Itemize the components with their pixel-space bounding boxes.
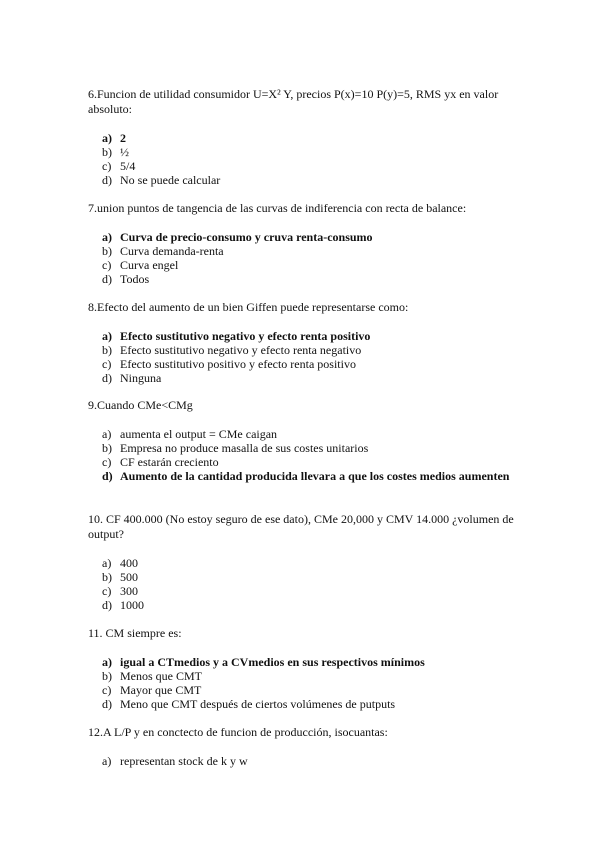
- option-d: d) Aumento de la cantidad producida llevara a que los costes medios aumenten: [102, 469, 510, 483]
- option-b: b) Efecto sustitutivo negativo y efecto renta negativo: [102, 343, 362, 357]
- question-text: 9.Cuando CMe<CMg: [88, 398, 193, 412]
- option-list: [88, 131, 528, 187]
- option-b: b) 500: [102, 570, 138, 584]
- question-text: 10. CF 400.000 (No estoy seguro de ese dato), CMe 20,000 y CMV 14.000 ¿volumen de output?: [88, 512, 514, 541]
- question-text: 8.Efecto del aumento de un bien Giffen puede representarse como:: [88, 300, 409, 314]
- option-a: a) 400: [102, 556, 138, 570]
- option-c: c) Efecto sustitutivo positivo y efecto renta positivo: [102, 357, 356, 371]
- option-a: a) 2: [102, 131, 126, 145]
- option-b: b) ½: [102, 145, 129, 159]
- option-list: [88, 556, 528, 612]
- option-list: [88, 427, 528, 483]
- question-12: [88, 725, 528, 768]
- question-11: [88, 626, 528, 711]
- option-b: b) Empresa no produce masalla de sus costes unitarios: [102, 441, 369, 455]
- option-d: d) Ninguna: [102, 371, 162, 385]
- option-a: a) Curva de precio-consumo y cruva renta-consumo: [102, 230, 373, 244]
- option-list: [88, 655, 528, 711]
- option-a: a) Efecto sustitutivo negativo y efecto renta positivo: [102, 329, 371, 343]
- option-a: a) aumenta el output = CMe caigan: [102, 427, 278, 441]
- option-c: c) 300: [102, 584, 138, 598]
- question-text: 6.Funcion de utilidad consumidor U=X² Y, precios P(x)=10 P(y)=5, RMS yx en valor absoluto:: [88, 87, 499, 116]
- option-list: [88, 754, 528, 768]
- question-10: [88, 512, 528, 612]
- option-d: d) Todos: [102, 272, 150, 286]
- option-c: c) 5/4: [102, 159, 136, 173]
- option-b: b) Menos que CMT: [102, 669, 202, 683]
- option-list: [88, 230, 528, 286]
- question-text: 7.union puntos de tangencia de las curvas de indiferencia con recta de balance:: [88, 201, 467, 215]
- question-text: 11. CM siempre es:: [88, 626, 182, 640]
- option-c: c) Curva engel: [102, 258, 179, 272]
- question-8: [88, 300, 528, 385]
- option-list: [88, 329, 528, 385]
- question-7: [88, 201, 528, 286]
- option-a: a) representan stock de k y w: [102, 754, 248, 768]
- option-d: d) No se puede calcular: [102, 173, 221, 187]
- option-d: d) Meno que CMT después de ciertos volúmenes de putputs: [102, 697, 396, 711]
- option-c: c) Mayor que CMT: [102, 683, 202, 697]
- option-c: c) CF estarán creciento: [102, 455, 219, 469]
- question-9: [88, 398, 528, 483]
- option-d: d) 1000: [102, 598, 144, 612]
- option-b: b) Curva demanda-renta: [102, 244, 224, 258]
- question-6: [88, 87, 528, 187]
- question-text: 12.A L/P y en conctecto de funcion de producción, isocuantas:: [88, 725, 388, 739]
- option-a: a) igual a CTmedios y a CVmedios en sus respectivos mínimos: [102, 655, 425, 669]
